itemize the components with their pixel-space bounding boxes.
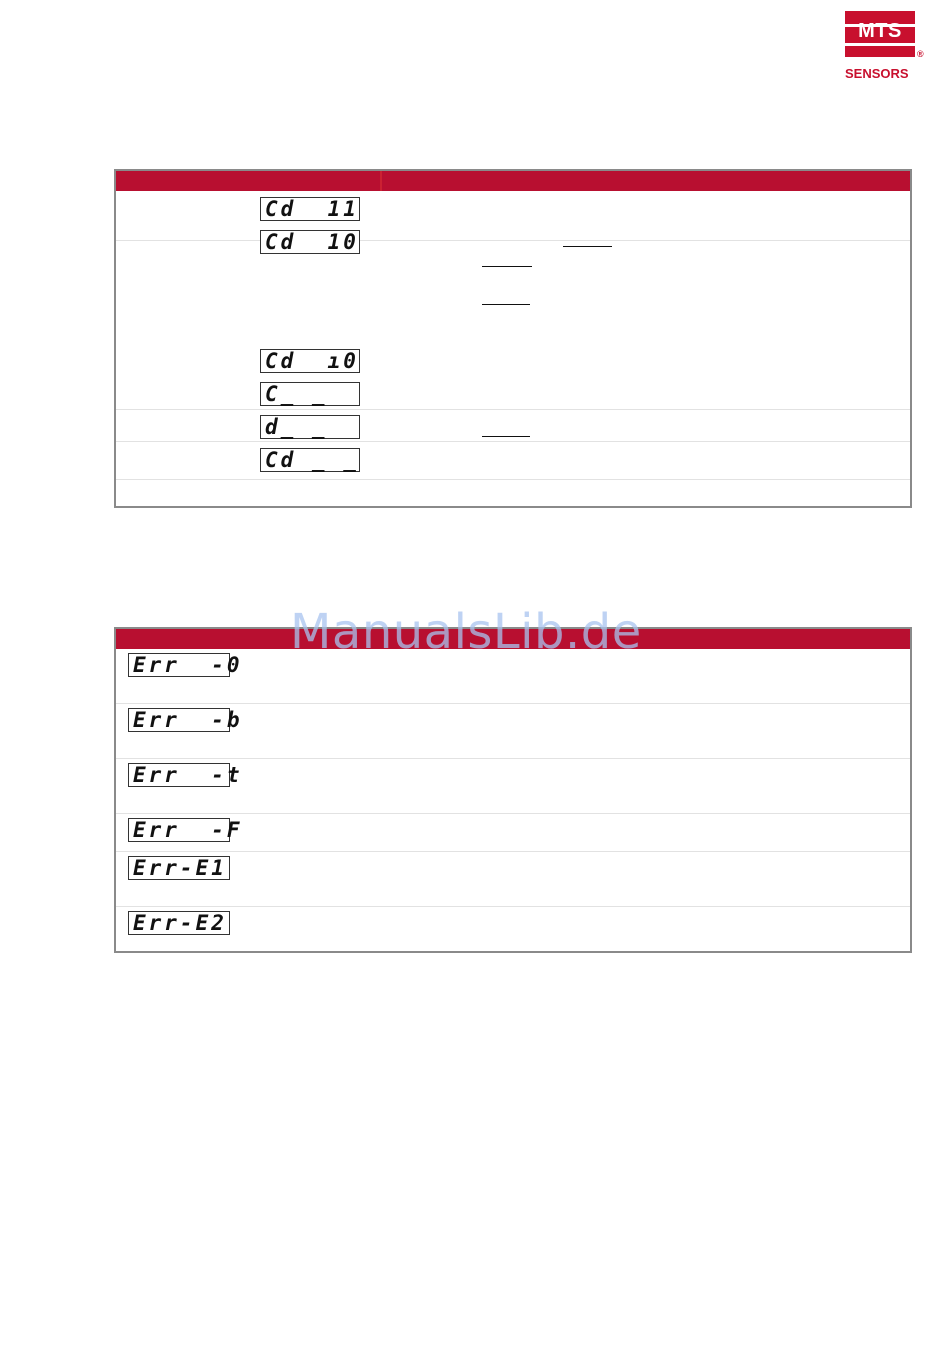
underline-mark <box>482 304 530 305</box>
underline-mark <box>482 266 532 267</box>
logo-mark-text: MTS <box>858 20 902 42</box>
lcd-display: C_ _ <box>260 382 360 406</box>
lcd-display: Cd ı0 <box>260 349 360 373</box>
display-code-table <box>114 169 912 508</box>
lcd-display: Err -0 <box>128 653 230 677</box>
mts-sensors-logo <box>845 11 925 83</box>
lcd-display: Err -b <box>128 708 230 732</box>
logo-subtitle: SENSORS <box>845 66 909 81</box>
logo-registered-mark: ® <box>917 49 924 59</box>
lcd-display: Err-E2 <box>128 911 230 935</box>
lcd-display: Cd 10 <box>260 230 360 254</box>
error-code-table <box>114 627 912 953</box>
underline-mark <box>563 246 612 247</box>
lcd-display: Err -F <box>128 818 230 842</box>
underline-mark <box>482 436 530 437</box>
table-header-bar <box>116 171 910 191</box>
lcd-display: Err -t <box>128 763 230 787</box>
logo-mark <box>845 11 915 57</box>
lcd-display: Cd _ _ <box>260 448 360 472</box>
lcd-display: d_ _ <box>260 415 360 439</box>
lcd-display: Cd 11 <box>260 197 360 221</box>
watermark-text: ManualsLib.de <box>290 604 642 660</box>
lcd-display: Err-E1 <box>128 856 230 880</box>
